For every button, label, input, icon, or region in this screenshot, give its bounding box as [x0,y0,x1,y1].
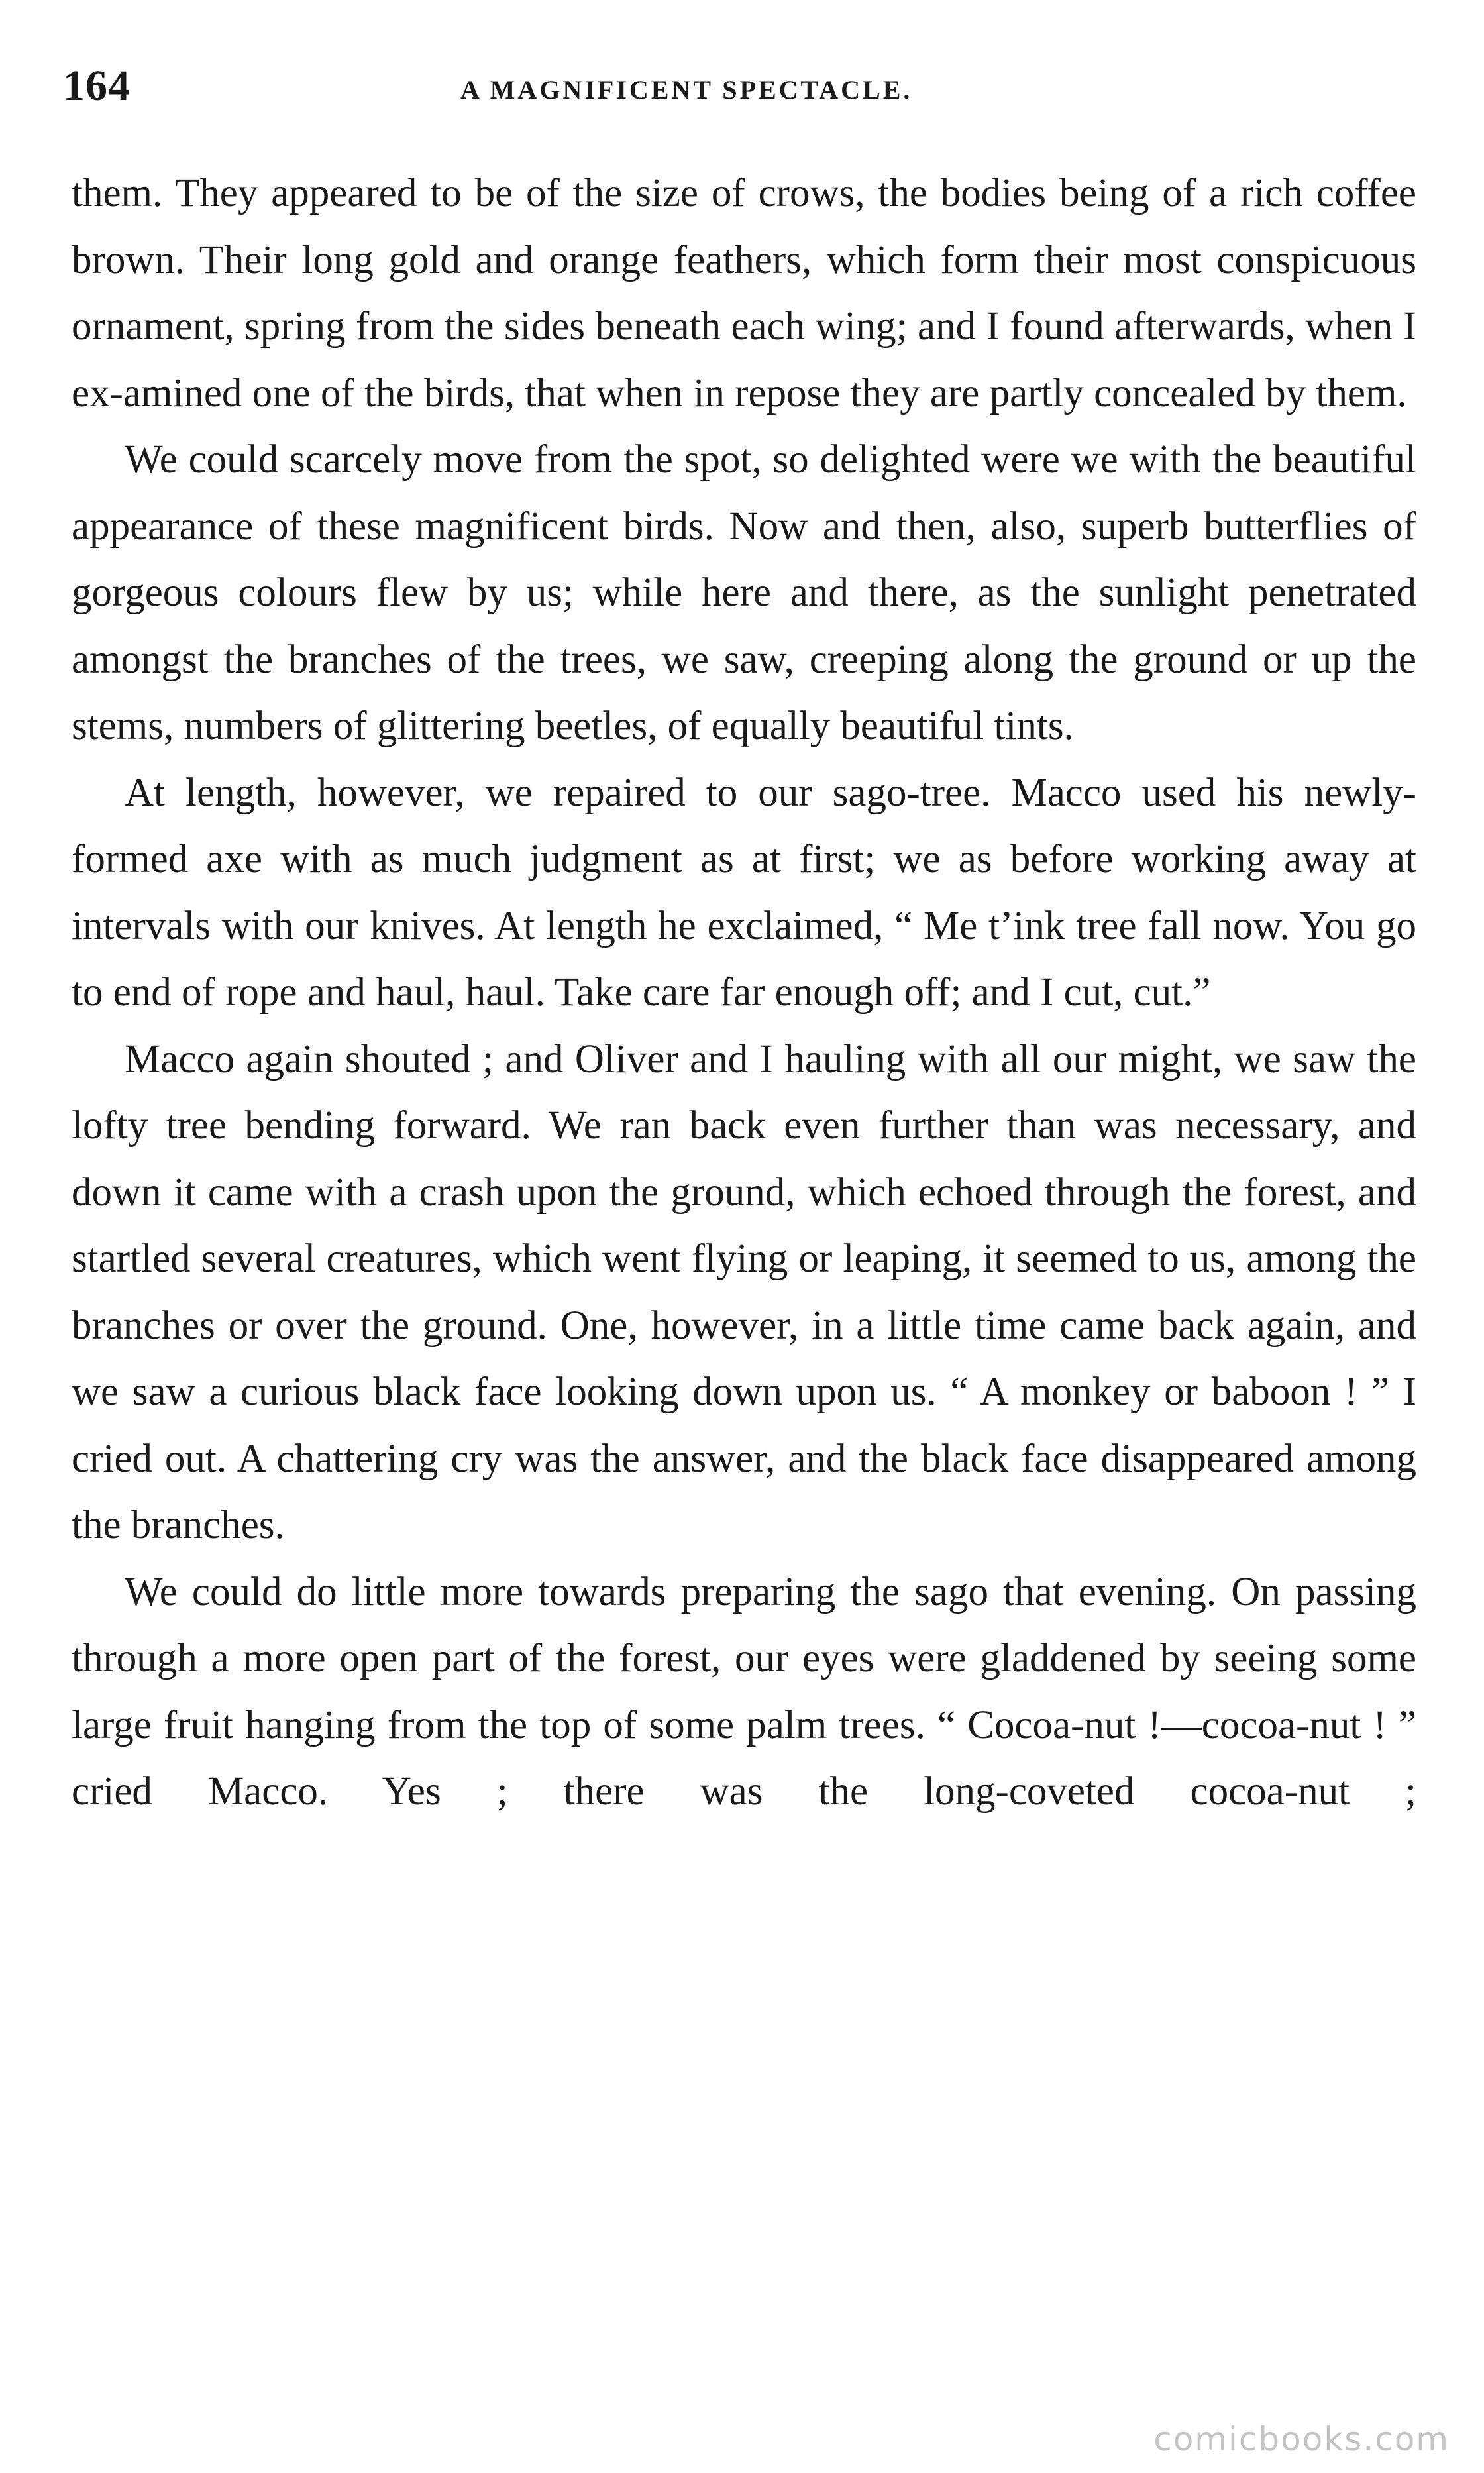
paragraph-1: them. They appeared to be of the size of crows, the bodies being of a rich coffee brown. Their long gold and orange feathers, which form their most conspicuous ornament, spring from the sides beneath each wing; and I found afterwards, when I ex-amined one of the birds, that when in repose they are partly concealed by them. [72,171,1416,415]
paragraph-4: Macco again shouted ; and Oliver and I hauling with all our might, we saw the lofty tree bending forward. We ran back even further than was necessary, and down it came with a crash upon the ground, which echoed through the forest, and startled several creatures, which went flying or leaping, it seemed to us, among the branches or over the ground. One, however, in a little time came back again, and we saw a curious black face looking down upon us. “ A monkey or baboon ! ” I cried out. A chattering cry was the answer, and the black face disappeared among the branches. [72,1036,1416,1547]
paragraph-3: At length, however, we repaired to our sago-tree. Macco used his newly-formed axe with as much judgment as at first; we as before working away at intervals with our knives. At length he exclaimed, “ Me t’ink tree fall now. You go to end of rope and haul, haul. Take care far enough off; and I cut, cut.” [72,770,1416,1015]
watermark-text: comicbooks.com [1153,2420,1450,2458]
page-header [63,61,1414,121]
body-text [72,160,1416,1826]
page-number: 164 [63,62,131,110]
paragraph-2: We could scarcely move from the spot, so delighted were we with the beautiful appearance of these magnificent birds. Now and then, also, superb butterflies of gorgeous colours flew by us; while here and there, as the sunlight penetrated amongst the branches of the trees, we saw, creeping along the ground or up the stems, numbers of glittering beetles, of equally beautiful tints. [72,437,1416,748]
running-head: A MAGNIFICENT SPECTACLE. [460,75,913,105]
paragraph-5: We could do little more towards preparing the sago that evening. On passing through a more open part of the forest, our eyes were gladdened by seeing some large fruit hanging from the top of some palm trees. “ Cocoa-nut !—cocoa-nut ! ” cried Macco. Yes ; there was the long-coveted cocoa-nut ; [72,1569,1416,1814]
